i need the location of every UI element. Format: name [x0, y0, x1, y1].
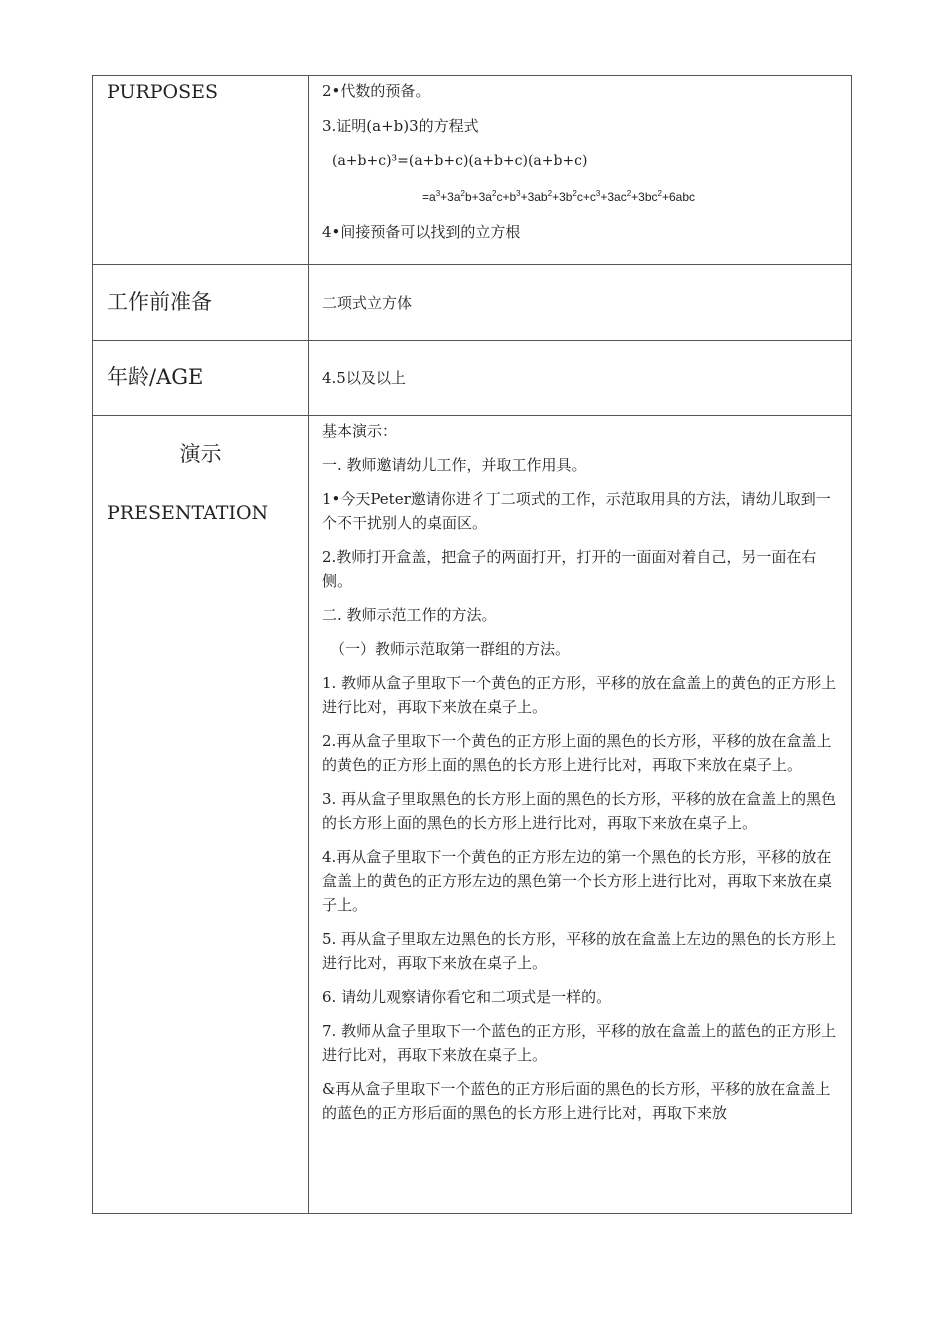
age-label: 年龄/AGE [107, 365, 204, 390]
presentation-item: 2.教师打开盒盖，把盒子的两面打开，打开的一面面对着自己，另一面在右侧。 [322, 548, 817, 590]
presentation-item: 7. 教师从盒子里取下一个蓝色的正方形，平移的放在盒盖上的蓝色的正方形上进行比对，再取下来放在桌子上。 [322, 1022, 837, 1064]
preparation-row [93, 265, 852, 341]
presentation-item: &再从盒子里取下一个蓝色的正方形后面的黑色的长方形，平移的放在盒盖上的蓝色的正方形后面的黑色的长方形上进行比对，再取下来放 [322, 1080, 831, 1122]
presentation-item: 一. 教师邀请幼儿工作，并取工作用具。 [322, 456, 587, 474]
purpose-line-1: 2•代数的预备。 [322, 82, 431, 100]
presentation-item: 二. 教师示范工作的方法。 [322, 606, 497, 624]
preparation-value: 二项式立方体 [322, 293, 413, 312]
purposes-label-cell [93, 76, 309, 265]
presentation-label-cell [93, 416, 309, 1214]
presentation-item: 5. 再从盒子里取左边黑色的长方形，平移的放在盒盖上左边的黑色的长方形上进行比对，再取下来放在桌子上。 [322, 930, 837, 972]
purpose-formula-2: $=a^3+3a^2b+3a^2c+b^3+3ab^2+3b^2c+c^3+3ac^2+3bc^2+6abc$ [422, 189, 695, 204]
purpose-line-5: 4•间接预备可以找到的立方根 [322, 223, 521, 241]
age-value: 4.5以及以上 [322, 369, 406, 387]
preparation-label: 工作前准备 [107, 289, 212, 314]
age-content-cell [309, 341, 852, 416]
preparation-content-cell [309, 265, 852, 341]
purpose-line-2: 3.证明(a+b)3的方程式 [322, 117, 479, 135]
presentation-item: （一）教师示范取第一群组的方法。 [330, 640, 571, 658]
preparation-label-cell [93, 265, 309, 341]
presentation-item: 2.再从盒子里取下一个黄色的正方形上面的黑色的长方形，平移的放在盒盖上的黄色的正方形上面的黑色的长方形上进行比对，再取下来放在桌子上。 [322, 732, 832, 774]
presentation-item: 6. 请幼儿观察请你看它和二项式是一样的。 [322, 988, 612, 1006]
presentation-heading: 基本演示： [322, 422, 398, 440]
age-label-cell [93, 341, 309, 416]
presentation-item: 1. 教师从盒子里取下一个黄色的正方形，平移的放在盒盖上的黄色的正方形上进行比对，再取下来放在桌子上。 [322, 674, 837, 716]
purposes-label: PURPOSES [107, 81, 219, 103]
presentation-content-cell [309, 416, 852, 1214]
presentation-label-cn: 演示 [179, 442, 222, 466]
presentation-item: 4.再从盒子里取下一个黄色的正方形左边的第一个黑色的长方形，平移的放在盒盖上的黄色的正方形左边的黑色第一个长方形上进行比对，再取下来放在桌子上。 [322, 848, 833, 914]
purpose-formula-1: (a+b+c)³=(a+b+c)(a+b+c)(a+b+c) [332, 153, 588, 169]
presentation-label-en: PRESENTATION [107, 502, 269, 524]
presentation-row [93, 416, 852, 1214]
age-row [93, 341, 852, 416]
purposes-row [93, 76, 852, 265]
lesson-table [92, 75, 852, 1214]
presentation-item: 3. 再从盒子里取黑色的长方形上面的黑色的长方形，平移的放在盒盖上的黑色的长方形上面的黑色的长方形上进行比对，再取下来放在桌子上。 [322, 790, 837, 832]
purposes-content-cell [309, 76, 852, 265]
presentation-item: 1•今天Peter邀请你进彳丁二项式的工作，示范取用具的方法，请幼儿取到一个不干扰别人的桌面区。 [322, 490, 831, 532]
